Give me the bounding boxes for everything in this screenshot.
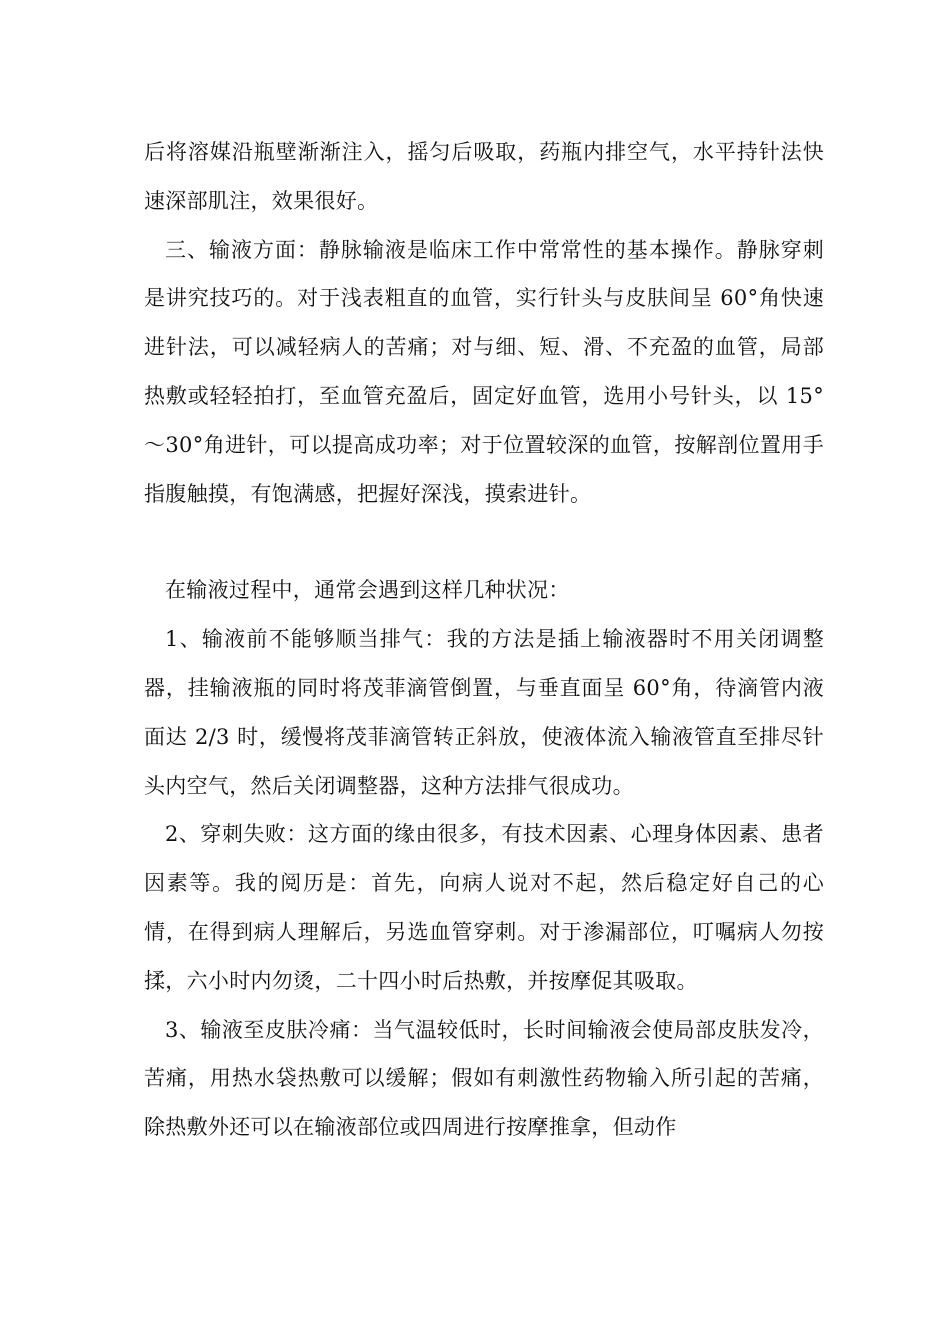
paragraph-solvent-injection: 后将溶媒沿瓶壁渐渐注入，摇匀后吸取，药瓶内排空气，水平持针法快速深部肌注，效果很好。 (144, 140, 824, 213)
paragraph-spacer (144, 518, 824, 566)
paragraph-infusion-technique: 三、输液方面：静脉输液是临床工作中常常性的基本操作。静脉穿刺是讲究技巧的。对于浅表粗直的血管，实行针头与皮肤间呈 60°角快速进针法，可以减轻病人的苦痛；对与细、短、滑、不充盈的血管，局部热敷或轻轻拍打，至血管充盈后，固定好血管，选用小号针头，以 15°～30°角进针，可以提高成功率；对于位置较深的血管，按解剖位置用手指腹触摸，有饱满感，把握好深浅，摸索进针。 (144, 237, 824, 506)
paragraph-infusion-situations-intro: 在输液过程中，通常会遇到这样几种状况： (165, 578, 570, 603)
document-body (144, 128, 824, 1152)
paragraph-item-3-skin-cold-pain: 3、输液至皮肤冷痛：当气温较低时，长时间输液会使局部皮肤发冷，苦痛，用热水袋热敷可以缓解；假如有刺激性药物输入所引起的苦痛，除热敷外还可以在输液部位或四周进行按摩推拿，但动作 (144, 1017, 824, 1140)
paragraph-item-1-air-exhaust: 1、输液前不能够顺当排气：我的方法是插上输液器时不用关闭调整器，挂输液瓶的同时将茂菲滴管倒置，与垂直面呈 60°角，待滴管内液面达 2/3 时，缓慢将茂菲滴管转正斜放，使液体流入输液管直至排尽针头内空气，然后关闭调整器，这种方法排气很成功。 (144, 627, 824, 798)
paragraph-item-2-puncture-failure: 2、穿刺失败：这方面的缘由很多，有技术因素、心理身体因素、患者因素等。我的阅历是：首先，向病人说对不起，然后稳定好自己的心情，在得到病人理解后，另选血管穿刺。对于渗漏部位，叮嘱病人勿按揉，六小时内勿烫，二十四小时后热敷，并按摩促其吸取。 (144, 822, 824, 993)
